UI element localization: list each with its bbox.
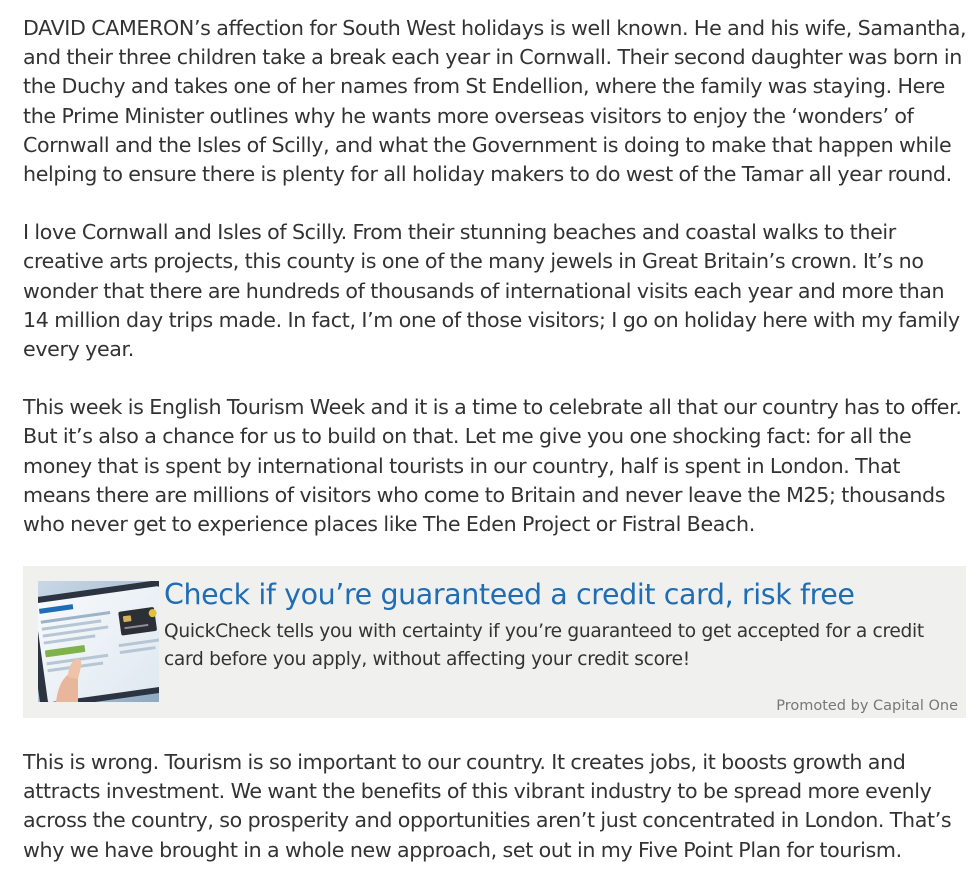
tablet-credit-card-image-icon [38,581,159,702]
article-paragraph: I love Cornwall and Isles of Scilly. From their stunning beaches and coastal walks to their creative arts projects, this county is one of the many jewels in Great Britain’s crown. It’s no wonder that there are hundreds of thousands of international visits each year and more than 14 million day trips made. In fact, I’m one of those visitors; I go on holiday here with my family every year. [23,220,960,362]
promo-headline-link[interactable]: Check if you’re guaranteed a credit card, risk free [164,578,855,611]
article-paragraph-intro: DAVID CAMERON’s affection for South West holidays is well known. He and his wife, Samantha, and their three children take a break each year in Cornwall. Their second daughter was born in the Duchy and takes one of her names from St Endellion, where the family was staying. Here the Prime Minister outlines why he wants more overseas visitors to enjoy the ‘wonders’ of Cornwall and the Isles of Scilly, and what the Government is doing to make that happen while helping to ensure there is plenty for all holiday makers to do west of the Tamar all year round. [23,16,967,187]
promo-sponsor-label: Promoted by Capital One [776,698,958,714]
sponsored-promo-card[interactable] [23,566,966,718]
article-paragraph: This is wrong. Tourism is so important to our country. It creates jobs, it boosts growth and attracts investment. We want the benefits of this vibrant industry to be spread more evenly across the country, so prosperity and opportunities aren’t just concentrated in London. That’s why we have brought in a whole new approach, set out in my Five Point Plan for tourism. [23,750,952,862]
promo-description: QuickCheck tells you with certainty if you’re guaranteed to get accepted for a credit card before you apply, without affecting your credit score! [164,621,924,670]
article-paragraph: This week is English Tourism Week and it is a time to celebrate all that our country has to offer. But it’s also a chance for us to build on that. Let me give you one shocking fact: for all the money that is spent by international tourists in our country, half is spent in London. That means there are millions of visitors who come to Britain and never leave the M25; thousands who never get to experience places like The Eden Project or Fistral Beach. [23,395,962,537]
promo-thumbnail[interactable] [38,581,159,702]
article-body [23,14,967,539]
